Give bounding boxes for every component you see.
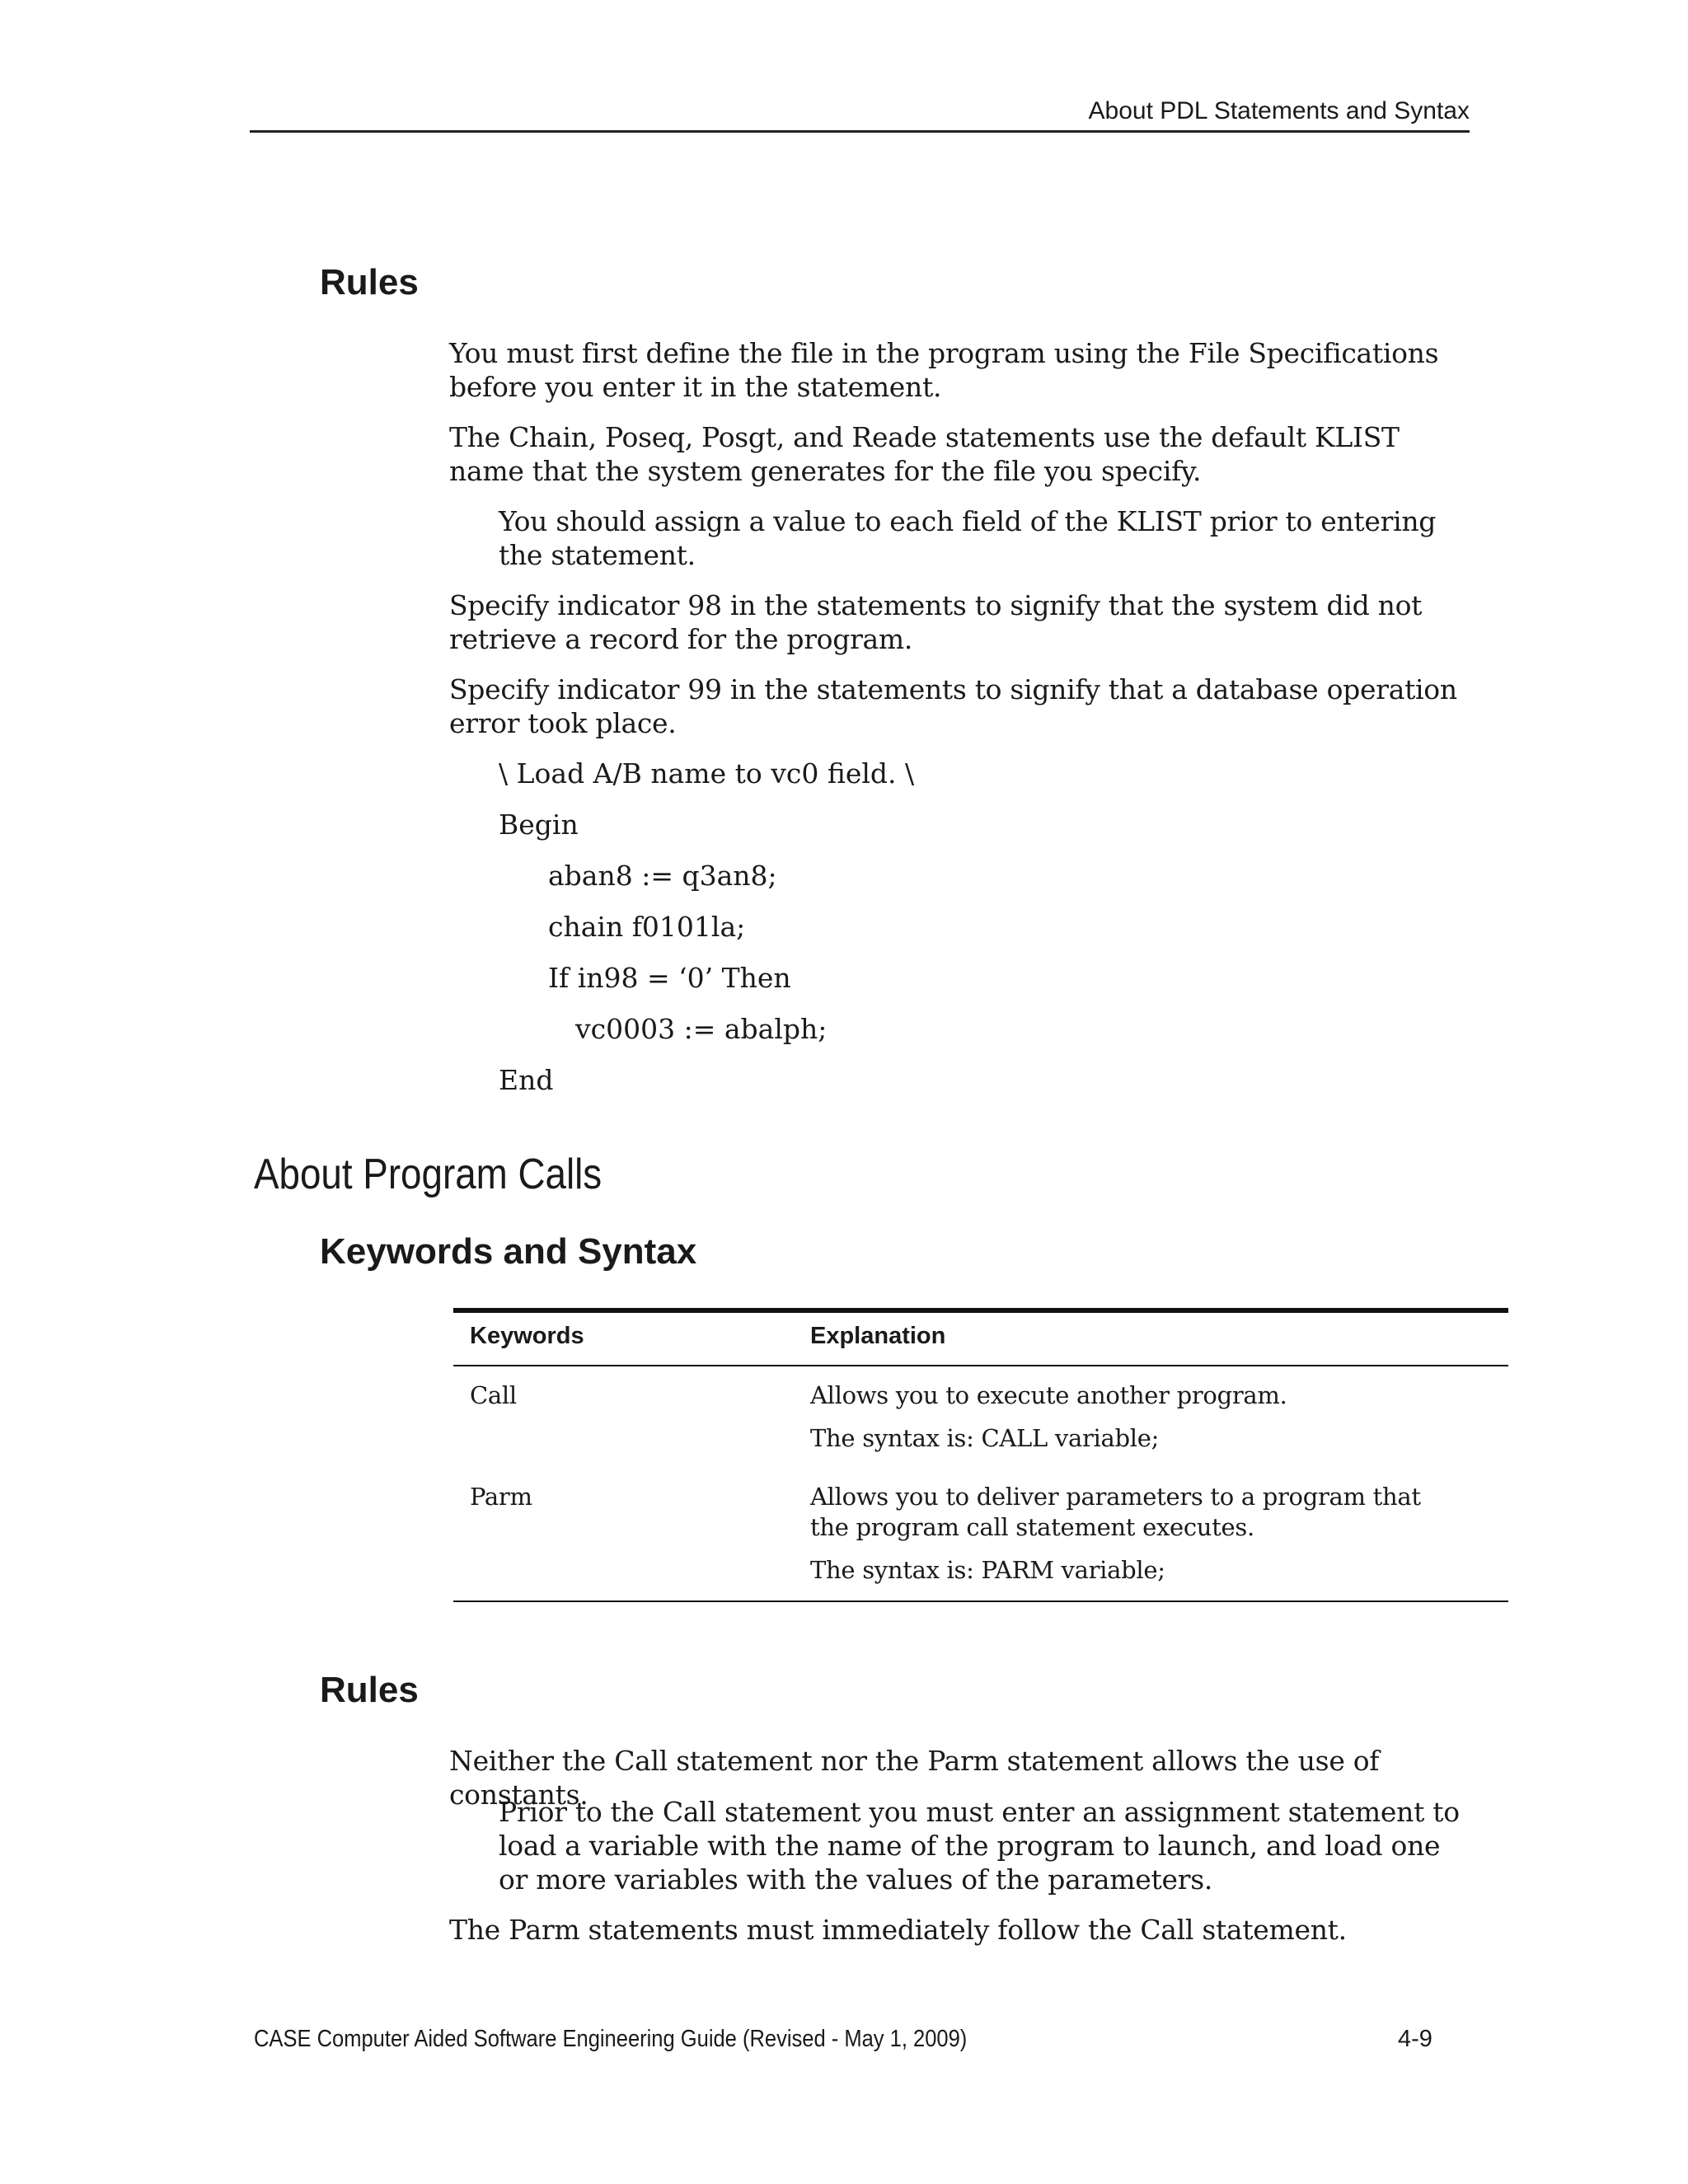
rules-paragraph-2: The Chain, Poseq, Posgt, and Reade statements use the default KLIST name that the system generates for the file you specify. [449, 421, 1400, 487]
table-cell-syntax: The syntax is: PARM variable; [810, 1556, 1165, 1584]
table-top-rule [453, 1308, 1508, 1313]
rules-paragraph-1: You must first define the file in the program using the File Specifications before you enter it in the statement. [449, 337, 1439, 403]
rules-paragraph-4: Specify indicator 98 in the statements to signify that the system did not retrieve a record for the program. [449, 589, 1423, 655]
table-cell-syntax: The syntax is: CALL variable; [810, 1424, 1160, 1452]
code-line-if: If in98 = ‘0’ Then [548, 962, 791, 994]
code-line-begin: Begin [499, 808, 579, 841]
keywords-syntax-heading: Keywords and Syntax [320, 1231, 697, 1272]
rules-paragraph-3: You should assign a value to each field of the KLIST prior to entering the statement. [499, 505, 1437, 571]
table-header-rule [453, 1365, 1508, 1366]
table-cell-keyword: Parm [470, 1483, 532, 1511]
rules2-paragraph-3: The Parm statements must immediately follow the Call statement. [449, 1914, 1347, 1946]
rules-paragraph-5: Specify indicator 99 in the statements to signify that a database operation error took place. [449, 673, 1457, 739]
running-header: About PDL Statements and Syntax [1088, 97, 1470, 124]
rules-heading-2: Rules [320, 1670, 419, 1710]
footer-title: CASE Computer Aided Software Engineering Guide (Revised - May 1, 2009) [254, 2026, 968, 2052]
code-line-vc0003: vc0003 := abalph; [575, 1013, 828, 1045]
table-cell-explanation: Allows you to deliver parameters to a program that the program call statement executes. [810, 1483, 1421, 1541]
code-line-comment: \ Load A/B name to vc0 field. \ [499, 757, 915, 790]
header-rule [250, 130, 1470, 133]
table-header-explanation: Explanation [810, 1323, 946, 1349]
rules2-paragraph-2: Prior to the Call statement you must enter an assignment statement to load a variable with the name of the program to launch, and load one or more variables with the values of the parameters. [499, 1796, 1460, 1896]
code-line-end: End [499, 1064, 554, 1096]
code-line-assign: aban8 := q3an8; [548, 860, 777, 892]
table-cell-explanation: Allows you to execute another program. [810, 1381, 1287, 1409]
table-header-keywords: Keywords [470, 1323, 584, 1349]
page-number: 4-9 [1398, 2026, 1432, 2052]
table-bottom-rule [453, 1601, 1508, 1602]
rules2-paragraph-1: Neither the Call statement nor the Parm statement allows the use of constants. [449, 1745, 1380, 1811]
section-title: About Program Calls [254, 1151, 603, 1198]
code-line-chain: chain f0101la; [548, 911, 746, 943]
table-cell-keyword: Call [470, 1381, 517, 1409]
rules-heading: Rules [320, 262, 419, 302]
